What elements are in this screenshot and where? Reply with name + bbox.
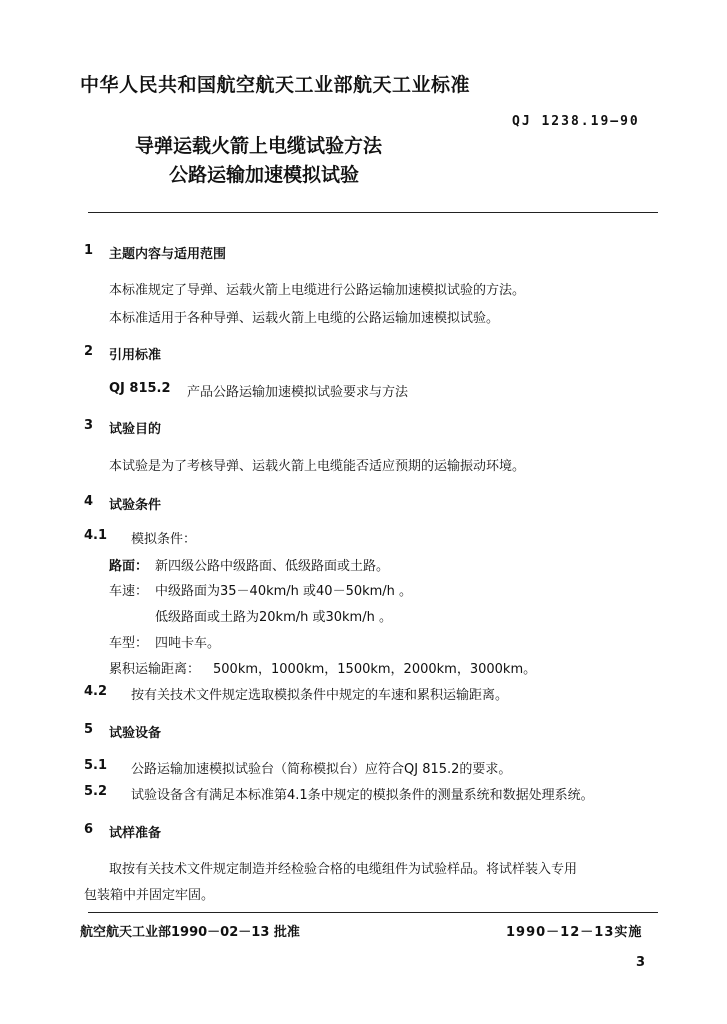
vehicle-speed-label: 车速： xyxy=(109,584,149,599)
approval-date: 航空航天工业部1990－02－13 批准 xyxy=(80,925,300,940)
section-3-paragraph-1: 本试验是为了考核导弹、运载火箭上电缆能否适应预期的运输振动环境。 xyxy=(109,459,526,474)
cumulative-distance-text: 500km，1000km，1500km，2000km，3000km。 xyxy=(213,662,537,677)
referenced-standard-title: 产品公路运输加速模拟试验要求与方法 xyxy=(187,385,409,400)
standard-number: QJ 1238.19—90 xyxy=(512,114,640,129)
document-title-line2: 公路运输加速模拟试验 xyxy=(169,164,360,186)
section-1-title: 主题内容与适用范围 xyxy=(109,247,227,262)
footer-divider xyxy=(88,912,658,913)
vehicle-speed-line-1: 中级路面为35－40km/h 或40－50km/h 。 xyxy=(155,584,413,599)
section-6-title: 试样准备 xyxy=(109,826,162,841)
referenced-standard-code: QJ 815.2 xyxy=(109,381,171,396)
clause-5-2-number: 5.2 xyxy=(84,784,108,799)
vehicle-speed-line-2: 低级路面或土路为20km/h 或30km/h 。 xyxy=(155,610,392,625)
section-1-number: 1 xyxy=(84,243,94,258)
section-3-title: 试验目的 xyxy=(109,422,162,437)
clause-4-1-number: 4.1 xyxy=(84,528,108,543)
section-6-number: 6 xyxy=(84,822,94,837)
section-3-number: 3 xyxy=(84,418,94,433)
clause-5-1-number: 5.1 xyxy=(84,758,108,773)
truck-type-label: 车型： xyxy=(109,636,149,651)
cumulative-distance-label: 累积运输距离： xyxy=(109,662,201,677)
section-1-paragraph-1: 本标准规定了导弹、运载火箭上电缆进行公路运输加速模拟试验的方法。 xyxy=(109,283,526,298)
effective-date: 1990－12－13实施 xyxy=(506,925,643,940)
road-surface-text: 新四级公路中级路面、低级路面或土路。 xyxy=(155,559,390,574)
section-5-title: 试验设备 xyxy=(109,726,162,741)
truck-type-text: 四吨卡车。 xyxy=(155,636,221,651)
section-5-number: 5 xyxy=(84,722,94,737)
section-4-number: 4 xyxy=(84,494,94,509)
section-6-paragraph-line-2: 包装箱中并固定牢固。 xyxy=(84,888,215,903)
clause-4-2-text: 按有关技术文件规定选取模拟条件中规定的车速和累积运输距离。 xyxy=(131,688,509,703)
header-divider xyxy=(88,212,658,213)
page-number: 3 xyxy=(636,955,646,970)
clause-5-1-text: 公路运输加速模拟试验台（简称模拟台）应符合QJ 815.2的要求。 xyxy=(131,762,512,777)
section-1-paragraph-2: 本标准适用于各种导弹、运载火箭上电缆的公路运输加速模拟试验。 xyxy=(109,311,500,326)
clause-5-2-text: 试验设备含有满足本标准第4.1条中规定的模拟条件的测量系统和数据处理系统。 xyxy=(131,788,594,803)
road-surface-label: 路面： xyxy=(109,559,149,574)
section-2-number: 2 xyxy=(84,344,94,359)
clause-4-2-number: 4.2 xyxy=(84,684,108,699)
section-6-paragraph-line-1: 取按有关技术文件规定制造并经检验合格的电缆组件为试验样品。将试样装入专用 xyxy=(109,862,578,877)
section-2-title: 引用标准 xyxy=(109,348,162,363)
document-title-line1: 导弹运载火箭上电缆试验方法 xyxy=(135,135,383,157)
section-4-title: 试验条件 xyxy=(109,498,162,513)
clause-4-1-text: 模拟条件： xyxy=(131,532,197,547)
issuing-organization: 中华人民共和国航空航天工业部航天工业标准 xyxy=(80,74,471,96)
